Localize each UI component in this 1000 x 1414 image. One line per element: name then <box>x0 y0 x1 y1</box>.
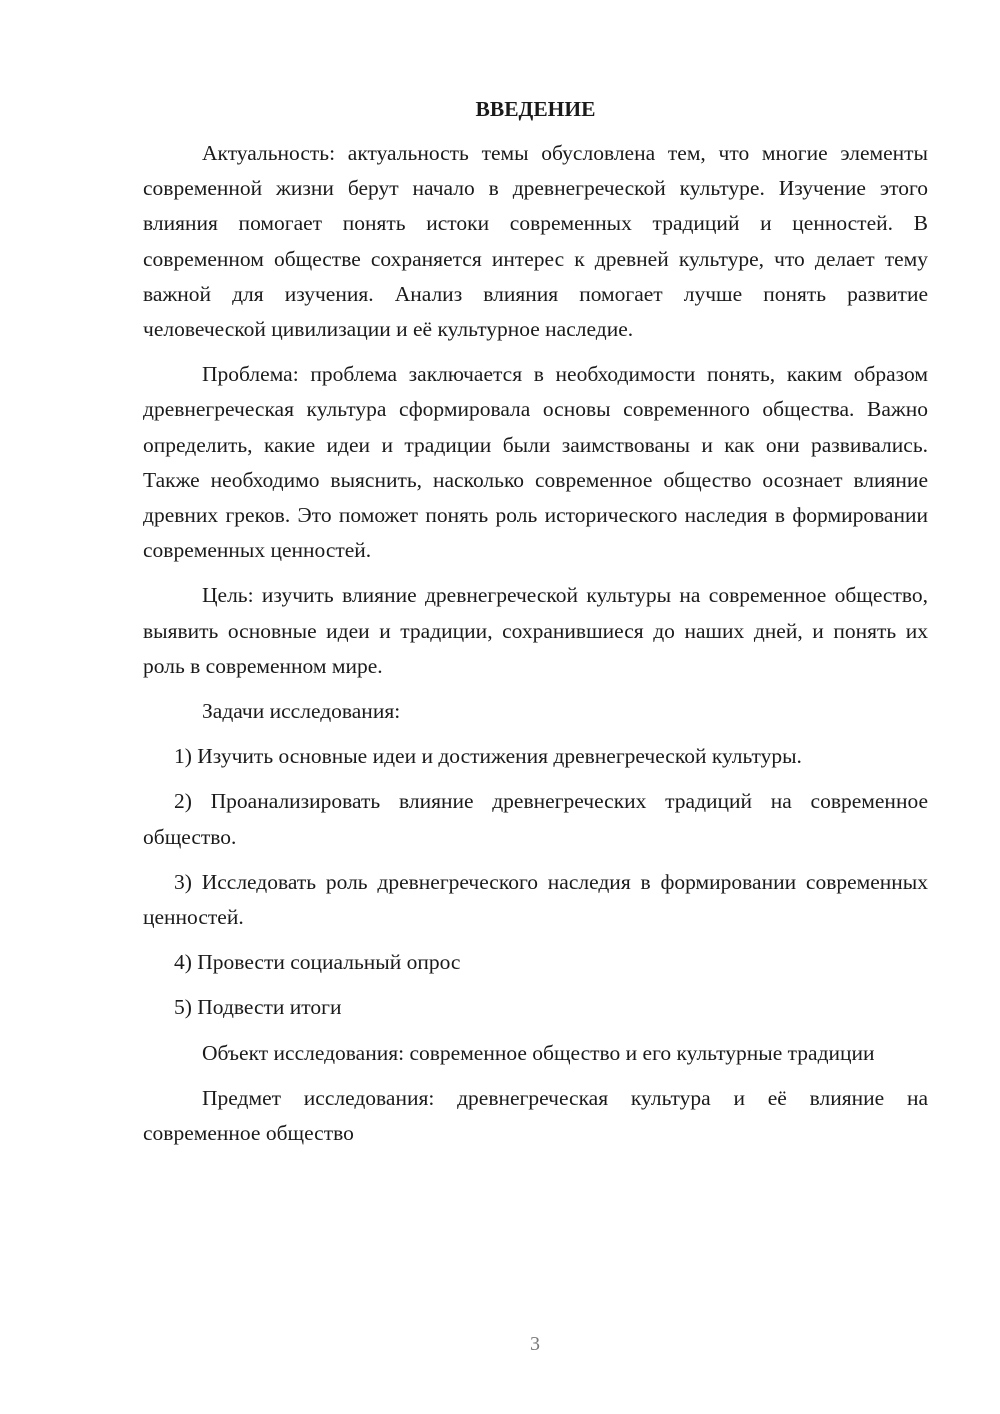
object-paragraph: Объект исследования: современное общество и его культурные традиции <box>202 1040 875 1065</box>
tasks-heading: Задачи исследования: <box>202 699 401 724</box>
section-title: ВВЕДЕНИЕ <box>475 97 596 121</box>
tasks-list <box>143 739 928 1025</box>
problem-paragraph: Проблема: проблема заключается в необходимости понять, каким образом древнегреческая культура сформировала основы современного общества. Важно определить, какие идеи и традиции были заимствованы и как они развивались. Также необходимо выяснить, насколько современное общество осознает влияние древних греков. Это поможет понять роль исторического наследия в формировании современных ценностей. <box>143 362 928 563</box>
subject-paragraph: Предмет исследования: древнегреческая культура и её влияние на современное общество <box>143 1085 928 1146</box>
page-number: 3 <box>530 1333 540 1355</box>
task-item: 2) Проанализировать влияние древнегреческих традиций на современное общество. <box>143 789 928 849</box>
goal-paragraph: Цель: изучить влияние древнегреческой культуры на современное общество, выявить основные идеи и традиции, сохранившиеся до наших дней, и понять их роль в современном мире. <box>143 583 928 678</box>
task-item: 4) Провести социальный опрос <box>174 950 461 975</box>
relevance-paragraph: Актуальность: актуальность темы обусловлена тем, что многие элементы современной жизни берут начало в древнегреческой культуре. Изучение этого влияния помогает понять истоки современных традиций и ценностей. В современном обществе сохраняется интерес к древней культуре, что делает тему важной для изучения. Анализ влияния помогает лучше понять развитие человеческой цивилизации и её культурное наследие. <box>143 141 928 342</box>
task-item: 5) Подвести итоги <box>174 995 342 1020</box>
task-item: 1) Изучить основные идеи и достижения древнегреческой культуры. <box>174 744 802 769</box>
task-item: 3) Исследовать роль древнегреческого наследия в формировании современных ценностей. <box>143 869 928 930</box>
document-page <box>143 92 928 1161</box>
